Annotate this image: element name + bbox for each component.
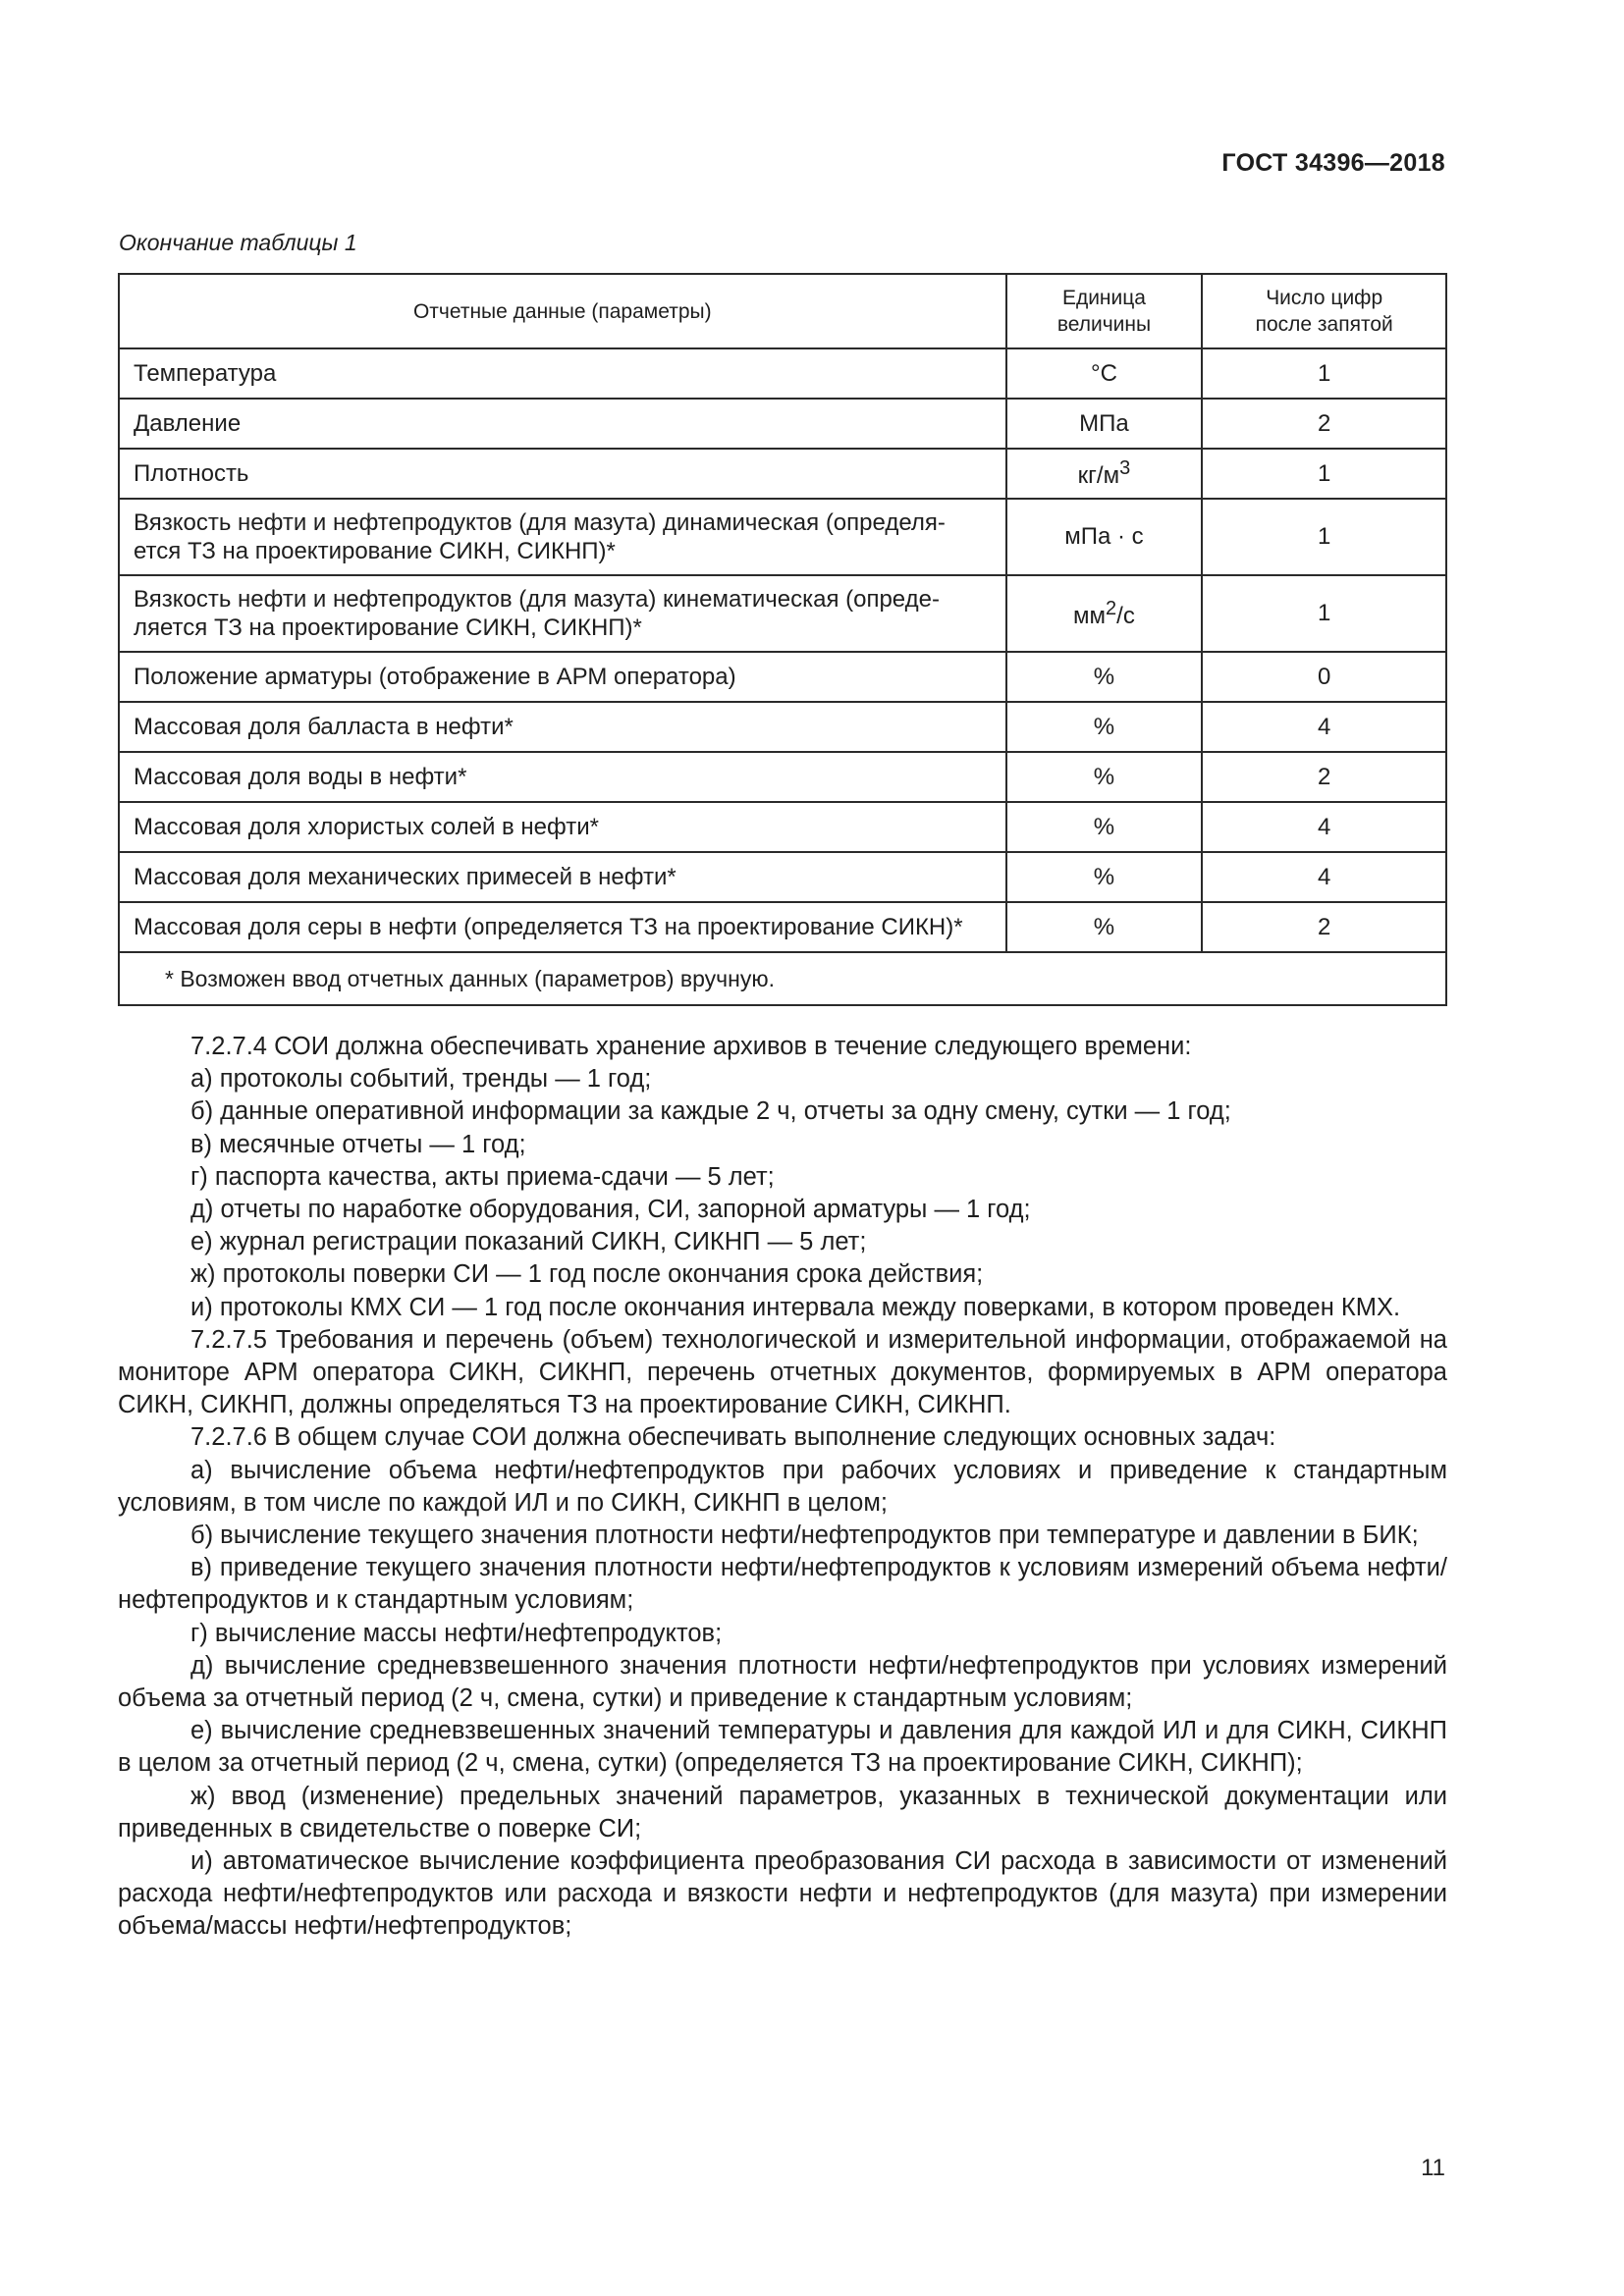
paragraph: г) паспорта качества, акты приема-сдачи — 5 лет; (190, 1162, 775, 1191)
paragraph: а) протоколы событий, тренды — 1 год; (190, 1065, 652, 1094)
paragraph: 7.2.7.6 В общем случае СОИ должна обеспечивать выполнение следующих основных задач: (190, 1423, 1276, 1452)
paragraph: ж) ввод (изменение) предельных значений параметров, указанных в технической документации или приведенных в свидетельстве о поверке СИ; (118, 1782, 1447, 1842)
digits-cell: 1 (1202, 575, 1446, 652)
param-cell: Массовая доля серы в нефти (определяется ТЗ на проектирование СИКН)* (119, 902, 1006, 952)
paragraph: ж) протоколы поверки СИ — 1 год после окончания срока действия; (190, 1260, 984, 1289)
unit-cell: % (1006, 702, 1203, 752)
paragraph: 7.2.7.5 Требования и перечень (объем) технологической и измерительной информации, отображаемой на мониторе АРМ оператора СИКН, СИКНП, перечень отчетных документов, формируемых в АРМ оператора СИКН, СИКНП, должны определяться ТЗ на проектирование СИКН, СИКНП. (118, 1325, 1447, 1419)
table-row (119, 399, 1446, 449)
paragraph: и) протоколы КМХ СИ — 1 год после окончания интервала между поверками, в котором проведен КМХ. (190, 1293, 1401, 1321)
unit-cell: $кг/м^3$ (1006, 449, 1203, 499)
unit-cell: % (1006, 902, 1203, 952)
header-unit: Единица величины (1006, 274, 1203, 348)
table-row (119, 652, 1446, 702)
param-cell: Массовая доля хлористых солей в нефти* (119, 802, 1006, 852)
paragraph: е) журнал регистрации показаний СИКН, СИКНП — 5 лет; (190, 1228, 867, 1256)
unit-cell: мПа · с (1006, 499, 1203, 575)
document-code: ГОСТ 34396—2018 (1221, 149, 1445, 177)
digits-cell: 1 (1202, 499, 1446, 575)
paragraph: в) месячные отчеты — 1 год; (190, 1130, 526, 1158)
table-header-row (119, 274, 1446, 348)
table-caption: Окончание таблицы 1 (119, 230, 357, 255)
param-cell: Положение арматуры (отображение в АРМ оператора) (119, 652, 1006, 702)
digits-cell: 2 (1202, 399, 1446, 449)
param-cell: Вязкость нефти и нефтепродуктов (для мазута) кинематическая (опреде- ляется ТЗ на проектирование СИКН, СИКНП)* (119, 575, 1006, 652)
param-cell: Массовая доля воды в нефти* (119, 752, 1006, 802)
table-row (119, 449, 1446, 499)
page-number: 11 (1421, 2155, 1445, 2181)
paragraph: и) автоматическое вычисление коэффициента преобразования СИ расхода в зависимости от изменений расхода нефти/нефтепродуктов или расхода и вязкости нефти и нефтепродуктов (для мазута) при измерении объема/массы нефти/нефтепродуктов; (118, 1847, 1447, 1941)
paragraph: в) приведение текущего значения плотности нефти/нефтепродуктов к условиям измерений объема нефти/нефтепродуктов и к стандартным условиям; (118, 1554, 1447, 1615)
digits-cell: 4 (1202, 802, 1446, 852)
unit-cell: °С (1006, 348, 1203, 399)
digits-cell: 2 (1202, 902, 1446, 952)
unit-cell: $мм^2/с$ (1006, 575, 1203, 652)
table-row (119, 752, 1446, 802)
param-cell: Температура (119, 348, 1006, 399)
header-param: Отчетные данные (параметры) (119, 274, 1006, 348)
param-cell: Давление (119, 399, 1006, 449)
paragraph: е) вычисление средневзвешенных значений температуры и давления для каждой ИЛ и для СИКН, СИКНП в целом за отчетный период (2 ч, смена, сутки) (определяется ТЗ на проектирование СИКН, СИКНП); (118, 1717, 1447, 1778)
unit-cell: % (1006, 752, 1203, 802)
param-cell: Массовая доля механических примесей в нефти* (119, 852, 1006, 902)
param-cell: Вязкость нефти и нефтепродуктов (для мазута) динамическая (определя- ется ТЗ на проектирование СИКН, СИКНП)* (119, 499, 1006, 575)
unit-cell: % (1006, 852, 1203, 902)
table-row (119, 575, 1446, 652)
unit-cell: МПа (1006, 399, 1203, 449)
body-text (118, 1031, 1447, 1944)
digits-cell: 1 (1202, 348, 1446, 399)
table-row (119, 702, 1446, 752)
paragraph: д) отчеты по наработке оборудования, СИ, запорной арматуры — 1 год; (190, 1196, 1031, 1224)
table-row (119, 902, 1446, 952)
digits-cell: 4 (1202, 702, 1446, 752)
unit-cell: % (1006, 652, 1203, 702)
table-row (119, 499, 1446, 575)
table-footnote: * Возможен ввод отчетных данных (параметров) вручную. (119, 952, 1446, 1005)
paragraph: 7.2.7.4 СОИ должна обеспечивать хранение архивов в течение следующего времени: (190, 1033, 1192, 1060)
unit-cell: % (1006, 802, 1203, 852)
table-row (119, 802, 1446, 852)
param-cell: Массовая доля балласта в нефти* (119, 702, 1006, 752)
paragraph: г) вычисление массы нефти/нефтепродуктов; (190, 1619, 723, 1647)
table-row (119, 348, 1446, 399)
digits-cell: 0 (1202, 652, 1446, 702)
header-digits: Число цифр после запятой (1202, 274, 1446, 348)
param-cell: Плотность (119, 449, 1006, 499)
paragraph: д) вычисление средневзвешенного значения плотности нефти/нефтепродуктов при условиях измерений объема за отчетный период (2 ч, смена, сутки) и приведение к стандартным условиям; (118, 1651, 1447, 1713)
digits-cell: 1 (1202, 449, 1446, 499)
table-row (119, 852, 1446, 902)
paragraph: б) вычисление текущего значения плотности нефти/нефтепродуктов при температуре и давлении в БИК; (190, 1522, 1419, 1550)
digits-cell: 2 (1202, 752, 1446, 802)
paragraph: а) вычисление объема нефти/нефтепродуктов при рабочих условиях и приведение к стандартным условиям, в том числе по каждой ИЛ и по СИКН, СИКНП в целом; (118, 1456, 1447, 1517)
parameters-table (118, 273, 1447, 1006)
digits-cell: 4 (1202, 852, 1446, 902)
table-footnote-row (119, 952, 1446, 1005)
paragraph: б) данные оперативной информации за каждые 2 ч, отчеты за одну смену, сутки — 1 год; (190, 1097, 1231, 1126)
